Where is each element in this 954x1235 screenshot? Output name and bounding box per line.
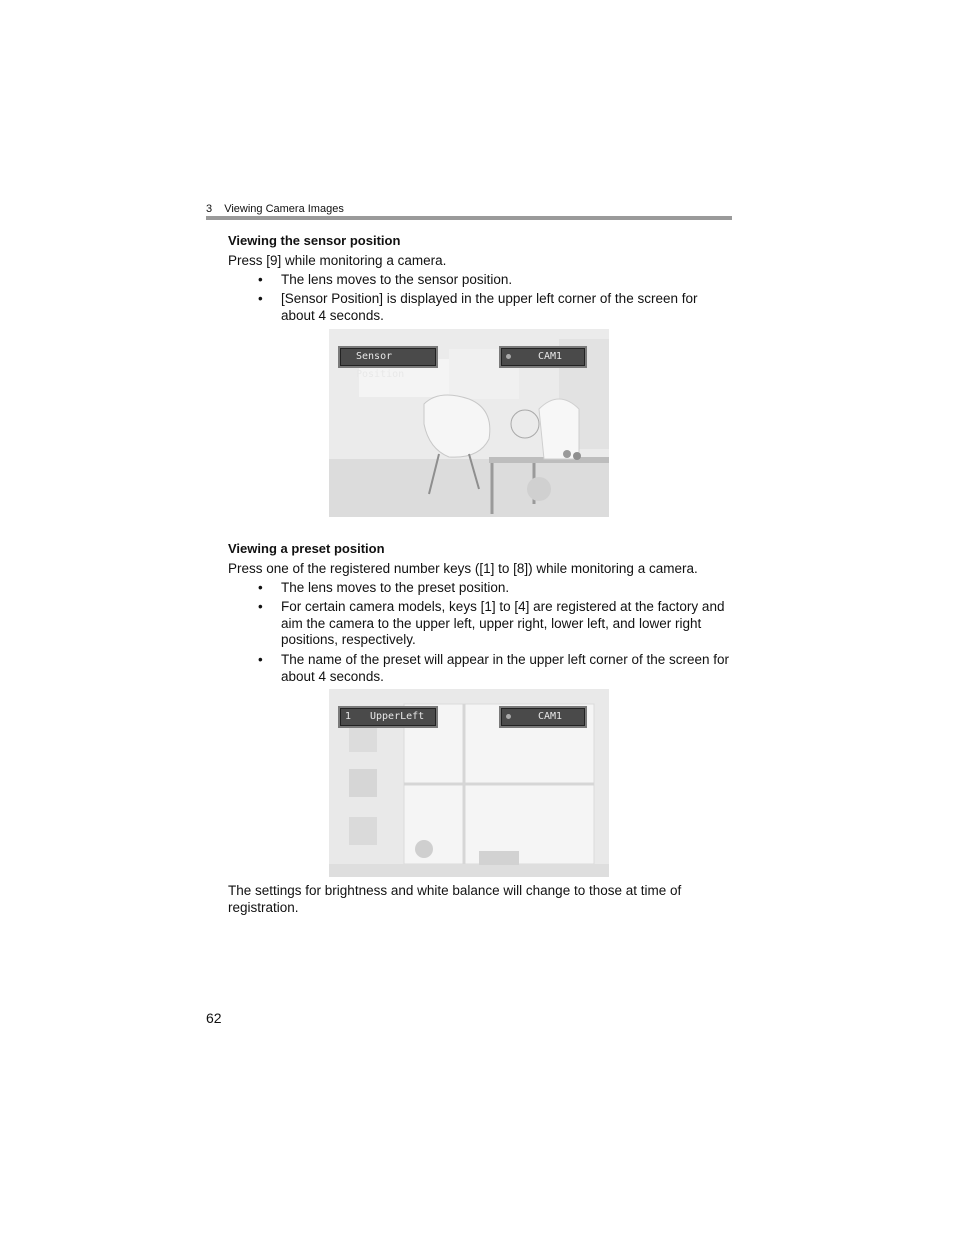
list-item [258, 272, 733, 289]
osd-camera-label [499, 346, 587, 368]
camera-indicator-icon [506, 714, 511, 719]
bullet-glyph: • [258, 580, 263, 595]
closing-note: The settings for brightness and white balance will change to those at time of registration. [228, 883, 682, 915]
list-item [258, 652, 733, 685]
osd-sensor-position-label [338, 346, 438, 380]
section-heading-preset: Viewing a preset position [228, 541, 385, 556]
chapter-number: 3 [206, 203, 213, 215]
osd-camera-label [499, 706, 587, 728]
list-item-text: [Sensor Position] is displayed in the upper left corner of the screen for about 4 seconds. [281, 291, 698, 323]
osd-camera-text: CAM1 [538, 711, 563, 722]
osd-preset-number: 1 [345, 711, 352, 722]
list-item-text: The name of the preset will appear in the upper left corner of the screen for about 4 seconds. [281, 652, 729, 684]
osd-preset-label [338, 706, 438, 728]
list-item-text: The lens moves to the sensor position. [281, 272, 513, 287]
osd-label-text: Sensor Position [356, 351, 405, 380]
bullet-glyph: • [258, 291, 263, 306]
osd-preset-name: UpperLeft [370, 711, 425, 722]
list-item [258, 291, 733, 324]
section-intro-preset: Press one of the registered number keys ([1] to [8]) while monitoring a camera. [228, 561, 698, 576]
bullet-glyph: • [258, 599, 263, 614]
bullet-glyph: • [258, 272, 263, 287]
running-header [206, 203, 344, 215]
bullet-glyph: • [258, 652, 263, 667]
camera-indicator-icon [506, 354, 511, 359]
screenshot-preset-position [329, 689, 609, 877]
list-item [258, 599, 733, 649]
section-intro-sensor: Press [9] while monitoring a camera. [228, 253, 447, 268]
section-heading-sensor: Viewing the sensor position [228, 233, 401, 248]
screenshot-sensor-position [329, 329, 609, 517]
list-item-text: The lens moves to the preset position. [281, 580, 510, 595]
osd-camera-text: CAM1 [538, 351, 563, 362]
header-rule [206, 216, 732, 220]
list-item-text: For certain camera models, keys [1] to [4] are registered at the factory and aim the camera to the upper left, upper right, lower left, and lower right positions, respectively. [281, 599, 725, 648]
page-number: 62 [206, 1010, 222, 1026]
list-item [258, 580, 733, 597]
chapter-title: Viewing Camera Images [224, 203, 344, 215]
